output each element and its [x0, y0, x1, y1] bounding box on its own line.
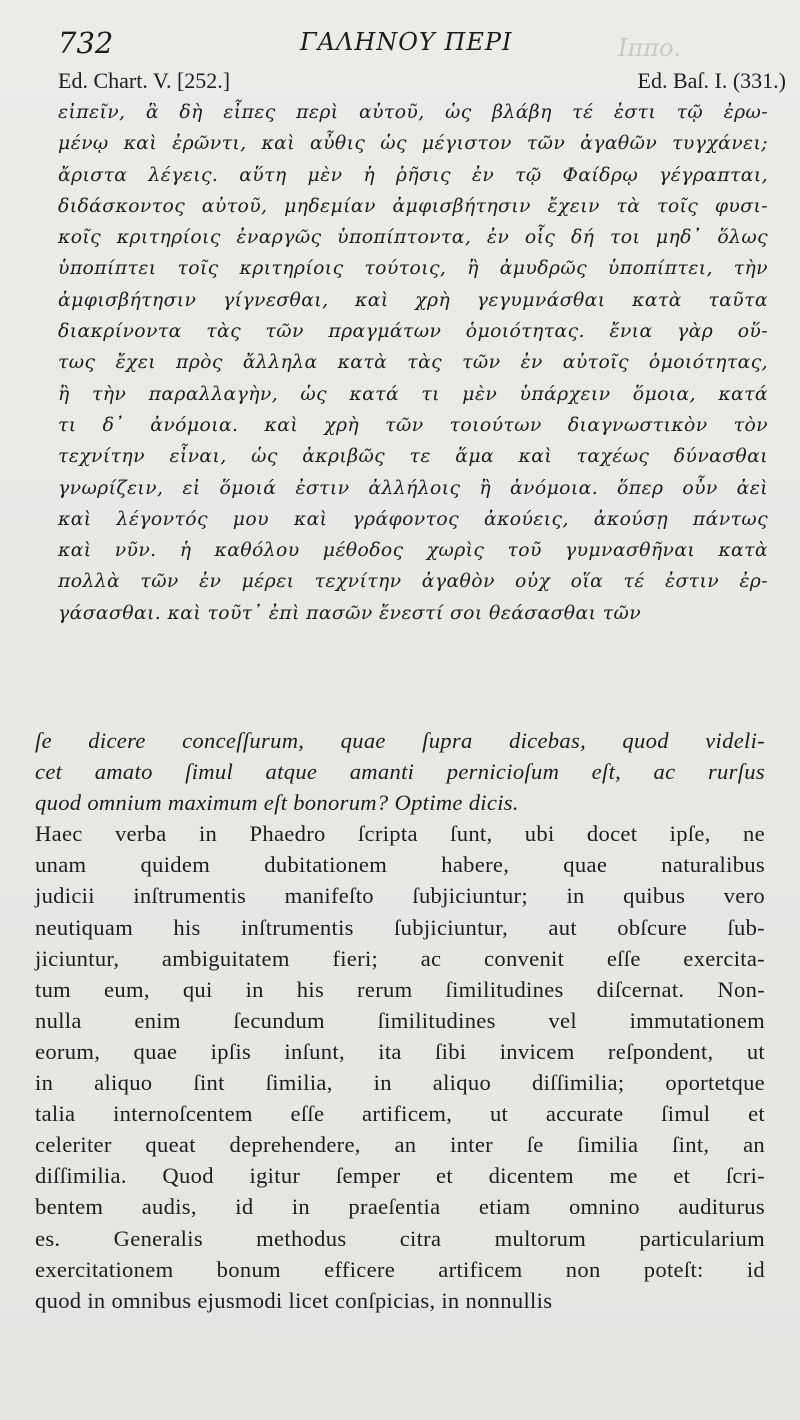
latin-lines-11: diſſimilia. Quod igitur ſemper et dicentem me et ſcri-	[35, 1163, 765, 1189]
edition-left: Ed. Chart. V. [252.]	[58, 68, 231, 93]
greek-lines-4: κοῖς κριτηρίοις ἐναργῶς ὑποπίπτοντα, ἐν οἷς δή τοι μηδ᾽ ὅλως	[58, 227, 768, 249]
latin-lines-1: unam quidem dubitationem habere, quae naturalibus	[35, 852, 765, 878]
greek-lines-15: πολλὰ τῶν ἐν μέρει τεχνίτην ἀγαθὸν οὐχ οἵα τέ ἐστιν ἐρ-	[58, 571, 768, 593]
latin-italic-lines-2: quod omnium maximum eſt bonorum? Optime dicis.	[35, 790, 519, 816]
page-number: 732	[58, 26, 114, 60]
latin-italic-lines-1: cet amato ſimul atque amanti pernicioſum eſt, ac rurſus	[35, 759, 765, 785]
latin-lines-7: eorum, quae ipſis inſunt, ita ſibi invicem reſpondent, ut	[35, 1038, 765, 1064]
greek-text-block	[58, 97, 768, 629]
greek-lines-10: τι δ᾽ ἀνόμοια. καὶ χρὴ τῶν τοιούτων διαγνωστικὸν τὸν	[58, 414, 768, 436]
latin-lines-5: tum eum, qui in his rerum ſimilitudines diſcernat. Non-	[35, 976, 765, 1002]
bleed-through-text: Ιππο.	[618, 34, 682, 62]
latin-lines-4: jiciuntur, ambiguitatem fieri; ac convenit eſſe exercita-	[35, 945, 765, 971]
latin-italic-lines-0: ſe dicere conceſſurum, quae ſupra dicebas, quod videli-	[35, 728, 765, 753]
latin-lines-13: es. Generalis methodus citra multorum particularium	[35, 1225, 765, 1251]
greek-lines-11: τεχνίτην εἶναι, ὡς ἀκριβῶς τε ἅμα καὶ ταχέως δύνασθαι	[58, 446, 768, 468]
edition-references	[58, 68, 786, 98]
latin-lines-15: quod in omnibus ejusmodi licet conſpicias, in nonnullis	[35, 1287, 553, 1313]
greek-lines-13: καὶ λέγοντός μου καὶ γράφοντος ἀκούεις, ἀκούσῃ πάντως	[58, 508, 768, 530]
latin-lines-10: celeriter queat deprehendere, an inter ſe ſimilia ſint, an	[35, 1132, 765, 1158]
greek-lines-2: ἄριστα λέγεις. αὕτη μὲν ἡ ῥῆσις ἐν τῷ Φαίδρῳ γέγραπται,	[58, 164, 768, 186]
greek-lines-3: διδάσκοντος αὐτοῦ, μηδεμίαν ἀμφισβήτησιν ἔχειν τὰ τοῖς φυσι-	[58, 195, 768, 217]
greek-lines-14: καὶ νῦν. ἡ καθόλου μέθοδος χωρὶς τοῦ γυμνασθῆναι κατὰ	[58, 540, 768, 562]
latin-lines-6: nulla enim ſecundum ſimilitudines vel immutationem	[35, 1007, 765, 1033]
latin-lines-2: judicii inſtrumentis manifeſto ſubjiciuntur; in quibus vero	[35, 883, 765, 909]
latin-lines-8: in aliquo ſint ſimilia, in aliquo diſſimilia; oportetque	[35, 1070, 765, 1096]
greek-lines-0: εἰπεῖν, ἃ δὴ εἶπες περὶ αὐτοῦ, ὡς βλάβη τέ ἐστι τῷ ἐρω-	[58, 102, 768, 123]
latin-lines-0: Haec verba in Phaedro ſcripta ſunt, ubi docet ipſe, ne	[35, 821, 765, 847]
greek-lines-9: ἢ τὴν παραλλαγὴν, ὡς κατά τι μὲν ὑπάρχειν ὅμοια, κατά	[58, 383, 768, 405]
latin-lines-12: bentem audis, id in praeſentia etiam omnino auditurus	[35, 1194, 765, 1220]
latin-lines-3: neutiquam his inſtrumentis ſubjiciuntur, aut obſcure ſub-	[35, 914, 765, 940]
greek-lines-12: γνωρίζειν, εἰ ὅμοιά ἐστιν ἀλλήλοις ἢ ἀνόμοια. ὅπερ οὖν ἀεὶ	[58, 477, 768, 499]
greek-lines-6: ἀμφισβήτησιν γίγνεσθαι, καὶ χρὴ γεγυμνάσθαι κατὰ ταῦτα	[58, 289, 768, 311]
greek-lines-5: ὑποπίπτει τοῖς κριτηρίοις τούτοις, ἢ ἀμυδρῶς ὑποπίπτει, τὴν	[58, 258, 768, 280]
greek-lines-1: μένῳ καὶ ἐρῶντι, καὶ αὖθις ὡς μέγιστον τῶν ἀγαθῶν τυγχάνει;	[58, 133, 768, 155]
greek-lines-16: γάσασθαι. καὶ τοῦτ᾽ ἐπὶ πασῶν ἔνεστί σοι θεάσασθαι τῶν	[58, 602, 642, 624]
running-title: ΓΑΛΗΝΟΥ ΠΕΡΙ	[300, 28, 513, 56]
greek-lines-8: τως ἔχει πρὸς ἄλληλα κατὰ τὰς τῶν ἐν αὐτοῖς ὁμοιότητας,	[58, 352, 768, 374]
page-header	[58, 26, 786, 62]
latin-text-block	[35, 725, 765, 1316]
greek-lines-7: διακρίνοντα τὰς τῶν πραγμάτων ὁμοιότητας. ἔνια γὰρ οὕ-	[58, 321, 768, 343]
latin-lines-14: exercitationem bonum efficere artificem non poteſt: id	[35, 1256, 765, 1282]
latin-lines-9: talia internoſcentem eſſe artificem, ut accurate ſimul et	[35, 1101, 765, 1127]
edition-right: Ed. Baſ. I. (331.)	[637, 68, 786, 93]
